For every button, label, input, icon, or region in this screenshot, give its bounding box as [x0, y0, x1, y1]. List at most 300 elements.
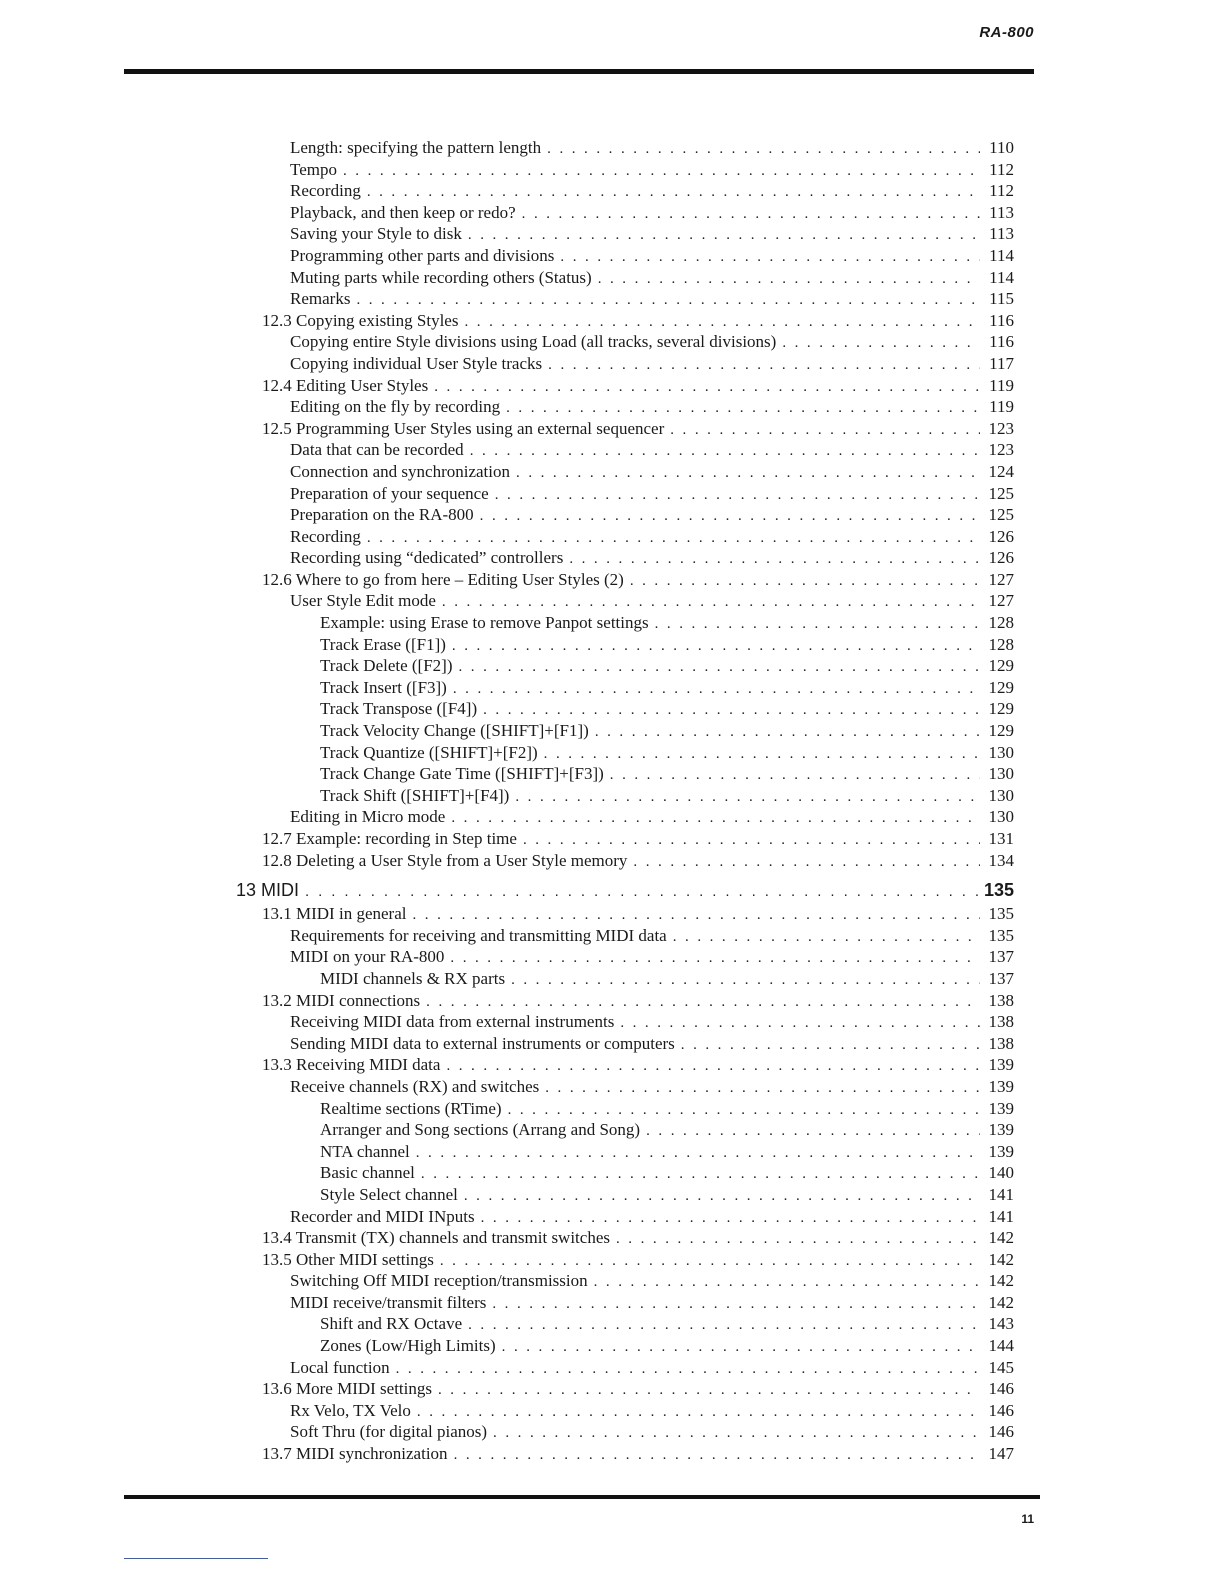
dot-leader [451, 808, 980, 830]
toc-page-number: 142 [988, 1228, 1014, 1248]
dot-leader [470, 441, 980, 463]
dot-leader [610, 765, 980, 787]
dot-leader [616, 1229, 980, 1251]
dot-leader [670, 420, 980, 442]
toc-entry-title: Recorder and MIDI INputs [290, 1206, 475, 1226]
toc-entry[interactable] [0, 1227, 1224, 1249]
dot-leader [646, 1121, 980, 1143]
toc-page-number: 116 [989, 332, 1014, 352]
toc-entry[interactable] [0, 1270, 1224, 1292]
toc-entry[interactable] [0, 925, 1224, 947]
dot-leader [416, 1143, 980, 1165]
dot-leader [594, 1272, 980, 1294]
dot-leader [356, 290, 980, 312]
page-number: 11 [1021, 1512, 1034, 1526]
toc-entry-title: Tempo [290, 159, 337, 179]
toc-page-number: 147 [988, 1444, 1014, 1464]
dot-leader [548, 355, 980, 377]
dot-leader [343, 161, 980, 183]
toc-entry-title: MIDI receive/transmit filters [290, 1292, 487, 1312]
toc-entry-title: Requirements for receiving and transmitting MIDI data [290, 925, 667, 945]
toc-page-number: 145 [988, 1357, 1014, 1377]
toc-page-number: 135 [983, 880, 1014, 901]
toc-row [290, 590, 1014, 614]
toc-entry[interactable] [0, 903, 1224, 925]
toc-page-number: 139 [988, 1055, 1014, 1075]
toc-entry-title: Recording [290, 181, 361, 201]
toc-page-number: 114 [989, 267, 1014, 287]
toc-entry-title: 13.6 More MIDI settings [262, 1379, 432, 1399]
dot-leader [450, 948, 980, 970]
toc-entry-title: Recording [290, 526, 361, 546]
toc-page-number: 138 [988, 990, 1014, 1010]
toc-page-number: 130 [988, 807, 1014, 827]
toc-page-number: 113 [989, 224, 1014, 244]
toc-page-number: 128 [988, 634, 1014, 654]
toc-page-number: 135 [988, 925, 1014, 945]
toc-page-number: 135 [988, 904, 1014, 924]
toc-page-number: 146 [988, 1379, 1014, 1399]
toc-entry-title: Track Quantize ([SHIFT]+[F2]) [320, 742, 538, 762]
toc-page-number: 138 [988, 1033, 1014, 1053]
toc-page-number: 139 [988, 1141, 1014, 1161]
toc-row [262, 1227, 1014, 1251]
toc-row [320, 634, 1014, 658]
toc-row [290, 547, 1014, 571]
header-rule [124, 69, 1034, 74]
toc-entry[interactable] [0, 1141, 1224, 1163]
toc-row [290, 461, 1014, 485]
toc-entry[interactable] [0, 590, 1224, 612]
toc-page-number: 112 [989, 181, 1014, 201]
dot-leader [421, 1164, 980, 1186]
dot-leader [547, 139, 980, 161]
dot-leader [502, 1337, 980, 1359]
toc-row [262, 1054, 1014, 1078]
toc-entry-title: 12.8 Deleting a User Style from a User Style memory [262, 850, 628, 870]
toc-entry-title: 12.5 Programming User Styles using an external sequencer [262, 418, 665, 438]
toc-row [290, 1011, 1014, 1035]
toc-entry-title: 13.4 Transmit (TX) channels and transmit switches [262, 1228, 610, 1248]
toc-page-number: 129 [988, 721, 1014, 741]
toc-row [262, 828, 1014, 852]
dot-leader [367, 528, 980, 550]
toc-entry-title: Copying entire Style divisions using Load (all tracks, several divisions) [290, 332, 777, 352]
toc-page-number: 110 [989, 138, 1014, 157]
toc-entry-title: Editing on the fly by recording [290, 397, 501, 417]
dot-leader [452, 636, 980, 658]
toc-page-number: 127 [988, 569, 1014, 589]
toc-page-number: 119 [989, 375, 1014, 395]
dot-leader [511, 970, 980, 992]
toc-row [290, 267, 1014, 291]
dot-leader [522, 204, 980, 226]
toc-entry[interactable] [0, 418, 1224, 440]
toc-entry[interactable] [0, 1162, 1224, 1184]
toc-row [262, 1443, 1014, 1467]
dot-leader [673, 927, 980, 949]
dot-leader [569, 549, 980, 571]
toc-row [290, 1421, 1014, 1445]
toc-entry[interactable] [0, 698, 1224, 720]
toc-entry-title: 12.7 Example: recording in Step time [262, 829, 517, 848]
dot-leader [417, 1402, 980, 1424]
toc-entry-title: MIDI on your RA-800 [290, 947, 445, 967]
toc-entry-title: Track Change Gate Time ([SHIFT]+[F3]) [320, 764, 604, 784]
toc-entry[interactable] [0, 375, 1224, 397]
toc-row [262, 1378, 1014, 1402]
toc-page-number: 113 [989, 202, 1014, 222]
toc-entry[interactable] [0, 396, 1224, 418]
toc-entry[interactable] [0, 946, 1224, 968]
toc-page-number: 125 [988, 483, 1014, 503]
link-underline [124, 1558, 268, 1559]
toc-page-number: 125 [988, 505, 1014, 525]
toc-entry-title: 12.4 Editing User Styles [262, 375, 429, 395]
toc-entry[interactable] [0, 137, 1224, 159]
toc-page-number: 146 [988, 1400, 1014, 1420]
dot-leader [595, 722, 980, 744]
toc-entry[interactable] [0, 634, 1224, 656]
toc-page-number: 139 [988, 1120, 1014, 1140]
toc-row [262, 990, 1014, 1014]
toc-entry-title: Example: using Erase to remove Panpot settings [320, 613, 649, 633]
toc-row [262, 418, 1014, 442]
toc-row [262, 310, 1014, 334]
toc-entry[interactable] [0, 677, 1224, 699]
footer-rule [124, 1495, 1040, 1499]
dot-leader [506, 398, 980, 420]
toc-row [320, 698, 1014, 722]
toc-entry[interactable] [0, 331, 1224, 353]
toc-entry-title: 12.6 Where to go from here – Editing User Styles (2) [262, 569, 624, 589]
toc-entry[interactable] [0, 159, 1224, 181]
toc-entry-title: Soft Thru (for digital pianos) [290, 1422, 488, 1442]
toc-entry[interactable] [0, 223, 1224, 245]
toc-entry-title: Track Delete ([F2]) [320, 656, 453, 676]
toc-entry-title: Saving your Style to disk [290, 224, 462, 244]
toc-entry[interactable] [0, 1011, 1224, 1033]
dot-leader [468, 1315, 980, 1337]
toc-row [290, 483, 1014, 507]
toc-row [290, 806, 1014, 830]
toc-page-number: 139 [988, 1098, 1014, 1118]
toc-row [290, 288, 1014, 312]
toc-page-number: 124 [988, 461, 1014, 481]
toc-row [290, 526, 1014, 550]
toc-page-number: 142 [988, 1249, 1014, 1269]
toc-entry[interactable] [0, 547, 1224, 569]
toc-page-number: 144 [988, 1336, 1014, 1356]
toc-entry[interactable] [0, 202, 1224, 224]
toc-page-number: 130 [988, 764, 1014, 784]
toc-entry-title: Realtime sections (RTime) [320, 1098, 502, 1118]
toc-page-number: 116 [989, 310, 1014, 330]
dot-leader [426, 992, 980, 1014]
toc-row [320, 763, 1014, 787]
toc-entry-title: Arranger and Song sections (Arrang and Song) [320, 1120, 641, 1140]
dot-leader [464, 1186, 980, 1208]
toc-entry[interactable] [0, 1206, 1224, 1228]
toc-entry[interactable] [0, 720, 1224, 742]
toc-entry[interactable] [0, 353, 1224, 375]
toc-row [320, 1313, 1014, 1337]
toc-entry[interactable] [0, 828, 1224, 850]
toc-entry[interactable] [0, 1313, 1224, 1335]
toc-page-number: 126 [988, 548, 1014, 568]
toc-page-number: 137 [988, 968, 1014, 988]
toc-entry-title: Track Erase ([F1]) [320, 634, 446, 654]
toc-page-number: 115 [989, 289, 1014, 309]
dot-leader [515, 787, 980, 809]
toc-entry-title: Preparation of your sequence [290, 483, 489, 503]
toc-row [262, 903, 1014, 927]
toc-row [320, 612, 1014, 636]
toc-row [320, 785, 1014, 809]
toc-entry[interactable] [0, 1335, 1224, 1357]
dot-leader [544, 744, 980, 766]
toc-entry[interactable] [0, 1357, 1224, 1379]
dot-leader [481, 1208, 980, 1230]
toc-entry[interactable] [0, 1098, 1224, 1120]
dot-leader [508, 1100, 980, 1122]
dot-leader [454, 1445, 980, 1467]
toc-entry[interactable] [0, 1054, 1224, 1076]
dot-leader [396, 1359, 980, 1381]
toc-row [290, 439, 1014, 463]
toc-row [290, 946, 1014, 970]
toc-row [290, 180, 1014, 204]
toc-entry[interactable] [0, 850, 1224, 872]
toc-page-number: 140 [988, 1163, 1014, 1183]
toc-entry[interactable] [0, 1119, 1224, 1141]
toc-row [236, 877, 1014, 905]
toc-row [262, 1249, 1014, 1273]
toc-entry[interactable] [0, 526, 1224, 548]
toc-row [320, 1141, 1014, 1165]
dot-leader [483, 700, 980, 722]
toc-page-number: 137 [988, 947, 1014, 967]
toc-page-number: 127 [988, 591, 1014, 611]
toc-row [320, 742, 1014, 766]
toc-entry[interactable] [0, 180, 1224, 202]
toc-row [290, 159, 1014, 183]
toc-entry-title: Programming other parts and divisions [290, 245, 555, 265]
toc-entry-title: Receiving MIDI data from external instruments [290, 1012, 615, 1032]
toc-row [320, 655, 1014, 679]
toc-entry[interactable] [0, 1184, 1224, 1206]
toc-entry[interactable] [0, 1249, 1224, 1271]
toc-row [290, 331, 1014, 355]
toc-page-number: 119 [989, 397, 1014, 417]
dot-leader [459, 657, 981, 679]
toc-entry-title: Track Velocity Change ([SHIFT]+[F1]) [320, 721, 589, 741]
toc-entry-title: Zones (Low/High Limits) [320, 1336, 496, 1356]
toc-entry-title: Switching Off MIDI reception/transmission [290, 1271, 588, 1291]
toc-page-number: 141 [988, 1184, 1014, 1204]
dot-leader [598, 269, 980, 291]
dot-leader [681, 1035, 980, 1057]
dot-leader [782, 333, 980, 355]
toc-row [290, 1270, 1014, 1294]
dot-leader [620, 1013, 980, 1035]
dot-leader [523, 830, 980, 852]
toc-entry-title: Receive channels (RX) and switches [290, 1076, 540, 1096]
toc-entry-title: Preparation on the RA-800 [290, 505, 474, 525]
toc-entry[interactable] [0, 504, 1224, 526]
toc-row [290, 1206, 1014, 1230]
toc-page-number: 143 [988, 1314, 1014, 1334]
toc-page-number: 123 [988, 418, 1014, 438]
toc-entry[interactable] [0, 288, 1224, 310]
toc-row [320, 1119, 1014, 1143]
toc-row [290, 137, 1014, 161]
toc-entry[interactable] [0, 742, 1224, 764]
toc-entry[interactable] [0, 1421, 1224, 1443]
dot-leader [434, 377, 980, 399]
toc-entry[interactable] [0, 806, 1224, 828]
toc-entry-title: 13 MIDI [236, 880, 300, 901]
toc-entry[interactable] [0, 439, 1224, 461]
toc-entry[interactable] [0, 483, 1224, 505]
toc-entry-title: Copying individual User Style tracks [290, 353, 543, 373]
toc-entry-title: Length: specifying the pattern length [290, 138, 542, 157]
toc-row [290, 223, 1014, 247]
toc-entry-title: 13.1 MIDI in general [262, 904, 407, 924]
toc-entry[interactable] [0, 1443, 1224, 1465]
toc-page-number: 126 [988, 526, 1014, 546]
dot-leader [492, 1294, 980, 1316]
toc-page-number: 117 [989, 353, 1014, 373]
toc-entry-title: NTA channel [320, 1141, 410, 1161]
toc-page-number: 142 [988, 1271, 1014, 1291]
dot-leader [545, 1078, 980, 1100]
dot-leader [367, 182, 980, 204]
toc-page-number: 130 [988, 785, 1014, 805]
toc-entry-title: Data that can be recorded [290, 440, 464, 460]
toc-page-number: 112 [989, 159, 1014, 179]
toc-entry[interactable] [0, 245, 1224, 267]
toc-entry[interactable] [0, 1292, 1224, 1314]
toc-entry-title: 12.3 Copying existing Styles [262, 310, 459, 330]
toc-page-number: 138 [988, 1012, 1014, 1032]
toc-entry-title: Track Insert ([F3]) [320, 677, 447, 697]
toc-entry-title: 13.7 MIDI synchronization [262, 1444, 448, 1464]
toc-page-number: 129 [988, 699, 1014, 719]
toc-row [290, 396, 1014, 420]
toc-page-number: 142 [988, 1292, 1014, 1312]
toc-row [290, 1076, 1014, 1100]
toc-row [320, 968, 1014, 992]
dot-leader [630, 571, 980, 593]
toc-page-number: 130 [988, 742, 1014, 762]
toc-entry-title: User Style Edit mode [290, 591, 436, 611]
toc-entry-title: Style Select channel [320, 1184, 458, 1204]
dot-leader [495, 485, 980, 507]
toc-page-number: 128 [988, 613, 1014, 633]
toc-entry-title: Track Shift ([SHIFT]+[F4]) [320, 785, 510, 805]
toc-page-number: 129 [988, 677, 1014, 697]
toc-entry[interactable] [0, 763, 1224, 785]
toc-entry[interactable] [0, 267, 1224, 289]
toc-row [290, 925, 1014, 949]
dot-leader [438, 1380, 980, 1402]
toc-entry[interactable] [0, 612, 1224, 634]
dot-leader [412, 905, 980, 927]
toc-page-number: 146 [988, 1422, 1014, 1442]
toc-page-number: 139 [988, 1076, 1014, 1096]
dot-leader [655, 614, 980, 636]
toc-entry[interactable] [0, 310, 1224, 332]
toc-row [290, 353, 1014, 377]
toc-entry[interactable] [0, 1378, 1224, 1400]
table-of-contents [0, 137, 1224, 1465]
dot-leader [560, 247, 980, 269]
toc-entry-title: Sending MIDI data to external instruments or computers [290, 1033, 675, 1053]
dot-leader [453, 679, 980, 701]
toc-row [290, 202, 1014, 226]
toc-entry[interactable] [0, 569, 1224, 591]
toc-row [290, 504, 1014, 528]
running-header: RA-800 [979, 24, 1034, 41]
toc-row [320, 1162, 1014, 1186]
toc-entry-title: Muting parts while recording others (Status) [290, 267, 592, 287]
toc-entry-title: Connection and synchronization [290, 461, 511, 481]
toc-row [290, 1292, 1014, 1316]
dot-leader [446, 1056, 980, 1078]
toc-entry[interactable] [0, 655, 1224, 677]
toc-entry-title: 13.5 Other MIDI settings [262, 1249, 434, 1269]
toc-entry[interactable] [0, 968, 1224, 990]
toc-page-number: 134 [988, 850, 1014, 870]
toc-entry[interactable] [0, 877, 1224, 903]
toc-page-number: 141 [988, 1206, 1014, 1226]
toc-entry-title: Basic channel [320, 1163, 415, 1183]
toc-row [262, 375, 1014, 399]
toc-entry-title: Recording using “dedicated” controllers [290, 548, 564, 568]
toc-entry-title: Local function [290, 1357, 390, 1377]
toc-page-number: 131 [988, 829, 1014, 848]
toc-row [290, 1357, 1014, 1381]
toc-entry[interactable] [0, 1076, 1224, 1098]
toc-row [320, 1098, 1014, 1122]
toc-row [290, 1033, 1014, 1057]
toc-row [262, 850, 1014, 874]
toc-page-number: 129 [988, 656, 1014, 676]
dot-leader [440, 1251, 980, 1273]
toc-row [320, 1184, 1014, 1208]
toc-entry-title: 13.2 MIDI connections [262, 990, 421, 1010]
toc-row [290, 1400, 1014, 1424]
toc-entry-title: Editing in Micro mode [290, 807, 446, 827]
dot-leader [442, 592, 980, 614]
toc-page-number: 114 [989, 245, 1014, 265]
dot-leader [305, 879, 980, 905]
toc-entry[interactable] [0, 461, 1224, 483]
toc-entry[interactable] [0, 1400, 1224, 1422]
toc-entry[interactable] [0, 785, 1224, 807]
toc-entry-title: Rx Velo, TX Velo [290, 1400, 411, 1420]
toc-entry-title: Playback, and then keep or redo? [290, 202, 516, 222]
toc-entry-title: Shift and RX Octave [320, 1314, 463, 1334]
toc-entry-title: 13.3 Receiving MIDI data [262, 1055, 441, 1075]
toc-entry[interactable] [0, 990, 1224, 1012]
dot-leader [633, 852, 980, 874]
toc-row [320, 720, 1014, 744]
toc-entry-title: Remarks [290, 289, 351, 309]
dot-leader [493, 1423, 980, 1445]
toc-entry[interactable] [0, 1033, 1224, 1055]
